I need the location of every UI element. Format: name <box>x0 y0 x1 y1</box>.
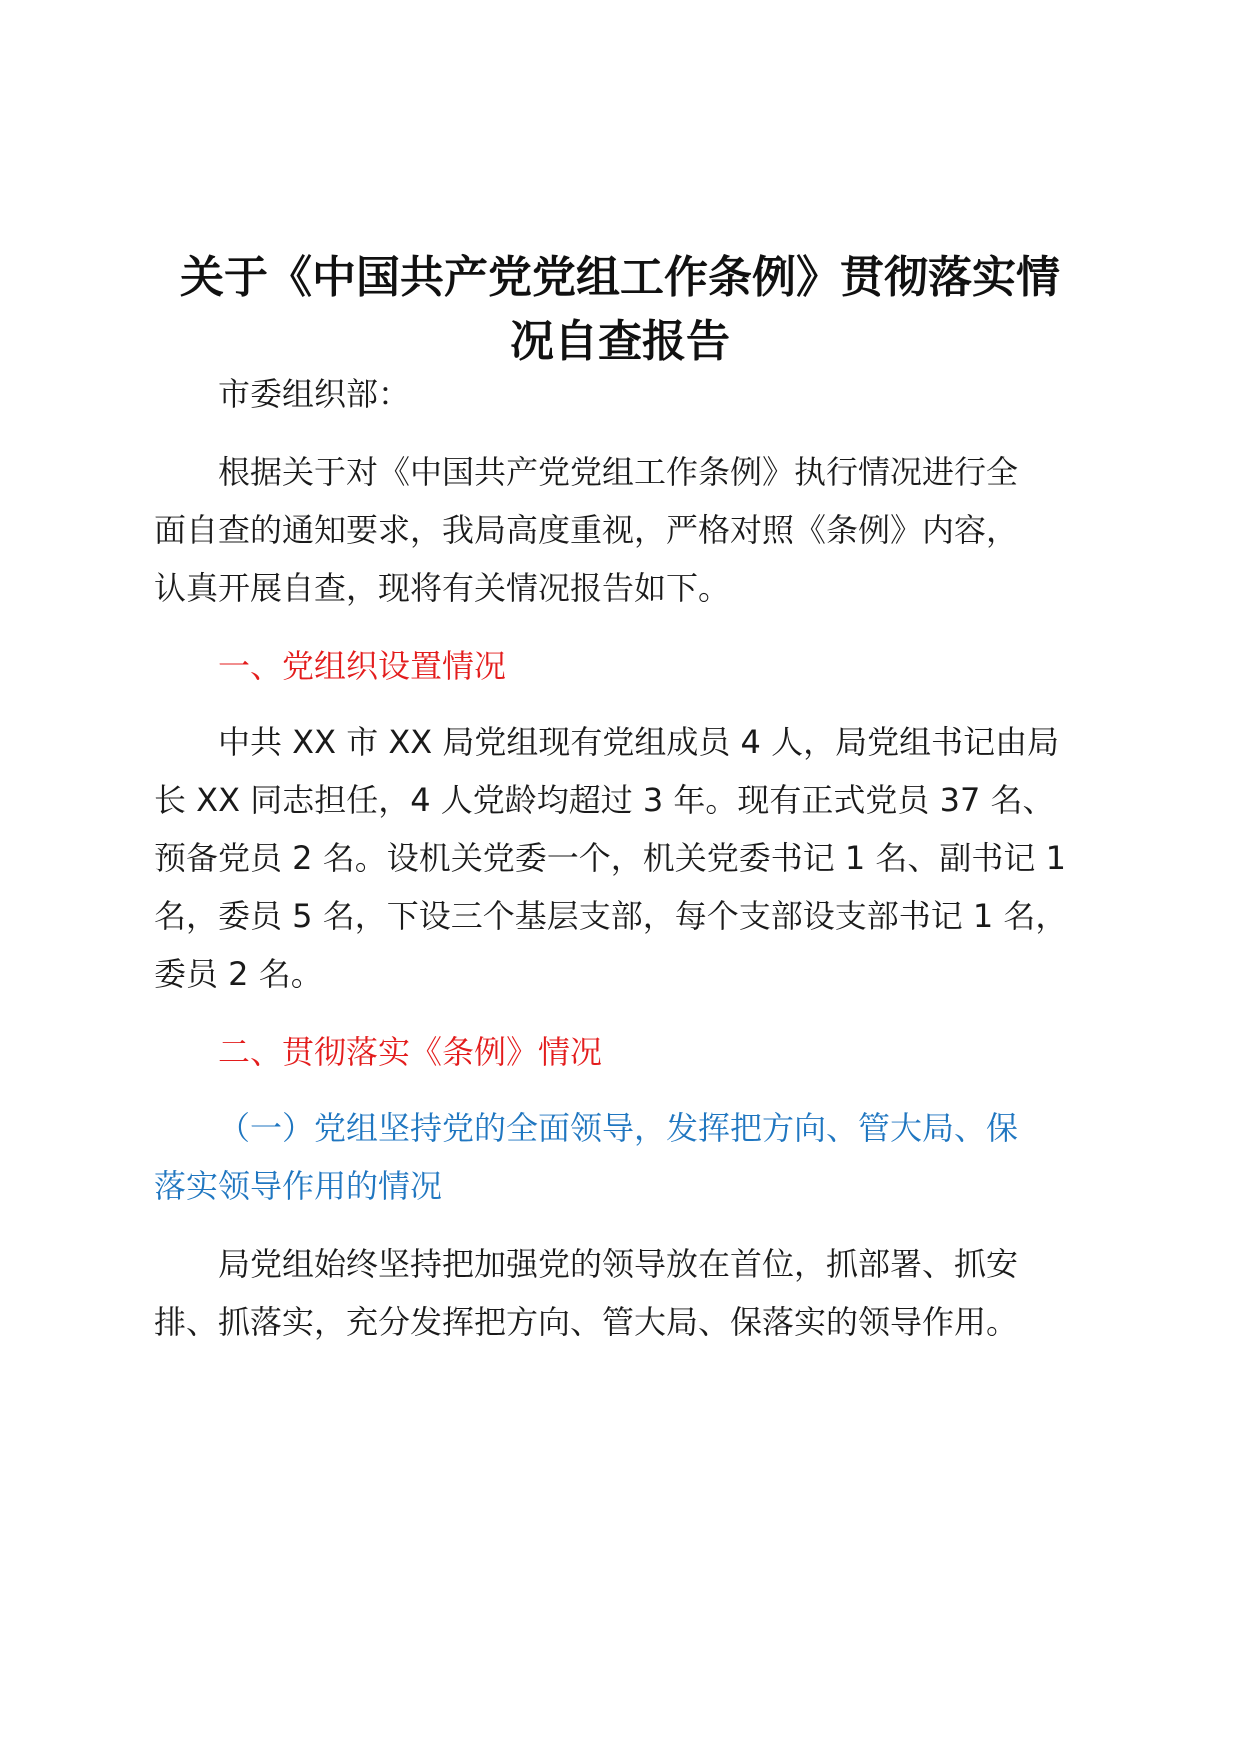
subsection-1-heading-line: 落实领导作用的情况 <box>154 1167 443 1205</box>
subsection-1-body-line: 排、抓落实，充分发挥把方向、管大局、保落实的领导作用。 <box>154 1303 1019 1341</box>
subsection-1-body-line: 局党组始终坚持把加强党的领导放在首位，抓部署、抓安 <box>218 1245 1019 1283</box>
document-title-line-2: 况自查报告 <box>510 316 730 367</box>
section-1-body-line: 中共 XX 市 XX 局党组现有党组成员 4 人，局党组书记由局 <box>218 723 1060 761</box>
section-2-heading: 二、贯彻落实《条例》情况 <box>218 1033 603 1071</box>
intro-paragraph-line: 根据关于对《中国共产党党组工作条例》执行情况进行全 <box>218 453 1019 491</box>
section-1-heading: 一、党组织设置情况 <box>218 647 507 685</box>
intro-paragraph-line: 认真开展自查，现将有关情况报告如下。 <box>154 569 731 607</box>
section-1-body-line: 名，委员 5 名，下设三个基层支部，每个支部设支部书记 1 名， <box>154 897 1068 935</box>
intro-paragraph-line: 面自查的通知要求，我局高度重视，严格对照《条例》内容， <box>154 511 1019 549</box>
subsection-1-heading-line: （一）党组坚持党的全面领导，发挥把方向、管大局、保 <box>218 1109 1019 1147</box>
section-1-body-line: 预备党员 2 名。设机关党委一个，机关党委书记 1 名、副书记 1 <box>154 839 1066 877</box>
section-1-body-line: 委员 2 名。 <box>154 955 323 993</box>
salutation: 市委组织部： <box>218 375 411 413</box>
document-title-line-1: 关于《中国共产党党组工作条例》贯彻落实情 <box>180 252 1060 303</box>
section-1-body-line: 长 XX 同志担任，4 人党龄均超过 3 年。现有正式党员 37 名、 <box>154 781 1055 819</box>
